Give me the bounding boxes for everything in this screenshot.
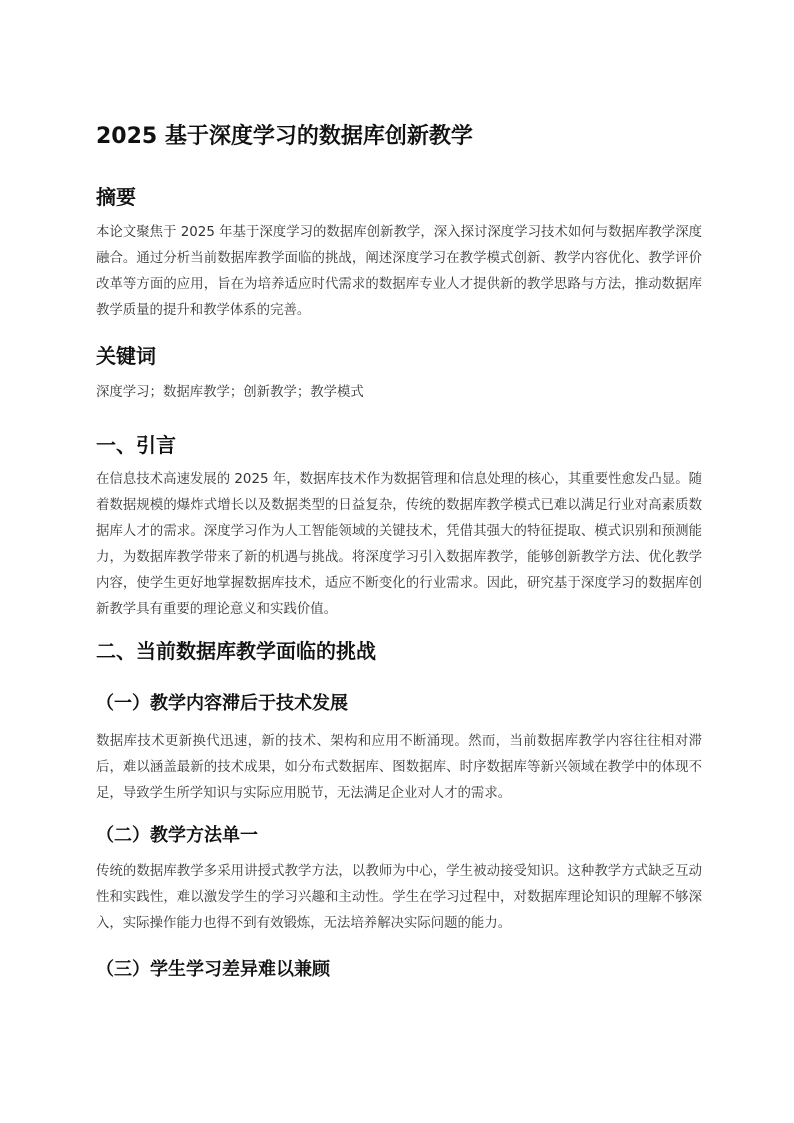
- section-heading-student-differences: （三）学生学习差异难以兼顾: [96, 959, 330, 980]
- abstract-text: 本论文聚焦于 2025 年基于深度学习的数据库创新教学，深入探讨深度学习技术如何与数据库教学深度融合。通过分析当前数据库教学面临的挑战，阐述深度学习在教学模式创新、教学内容优化、教学评价改革等方面的应用，旨在为培养适应时代需求的数据库专业人才提供新的教学思路与方法，推动数据库教学质量的提升和教学体系的完善。: [96, 225, 702, 318]
- section-text-single-method: 传统的数据库教学多采用讲授式教学方法，以教师为中心，学生被动接受知识。这种教学方式缺乏互动性和实践性，难以激发学生的学习兴趣和主动性。学生在学习过程中，对数据库理论知识的理解不够深入，实际操作能力也得不到有效锻炼，无法培养解决实际问题的能力。: [96, 864, 702, 931]
- intro-text: 在信息技术高速发展的 2025 年，数据库技术作为数据管理和信息处理的核心，其重要性愈发凸显。随着数据规模的爆炸式增长以及数据类型的日益复杂，传统的数据库教学模式已难以满足行业对高素质数据库人才的需求。深度学习作为人工智能领域的关键技术，凭借其强大的特征提取、模式识别和预测能力，为数据库教学带来了新的机遇与挑战。将深度学习引入数据库教学，能够创新教学方法、优化教学内容，使学生更好地掌握数据库技术，适应不断变化的行业需求。因此，研究基于深度学习的数据库创新教学具有重要的理论意义和实践价值。: [96, 472, 702, 617]
- intro-heading: 一、引言: [96, 433, 176, 457]
- keywords-heading: 关键词: [96, 344, 156, 368]
- section-heading-single-method: （二）教学方法单一: [96, 825, 258, 846]
- document-title: 2025 基于深度学习的数据库创新教学: [96, 124, 473, 149]
- section-heading-content-lag: （一）教学内容滞后于技术发展: [96, 693, 348, 714]
- abstract-heading: 摘要: [96, 185, 136, 209]
- section-text-content-lag: 数据库技术更新换代迅速，新的技术、架构和应用不断涌现。然而，当前数据库教学内容往往相对滞后，难以涵盖最新的技术成果，如分布式数据库、图数据库、时序数据库等新兴领域在教学中的体现不足，导致学生所学知识与实际应用脱节，无法满足企业对人才的需求。: [96, 734, 702, 801]
- keywords-text: 深度学习；数据库教学；创新教学；教学模式: [96, 385, 364, 400]
- challenges-heading: 二、当前数据库教学面临的挑战: [96, 639, 376, 663]
